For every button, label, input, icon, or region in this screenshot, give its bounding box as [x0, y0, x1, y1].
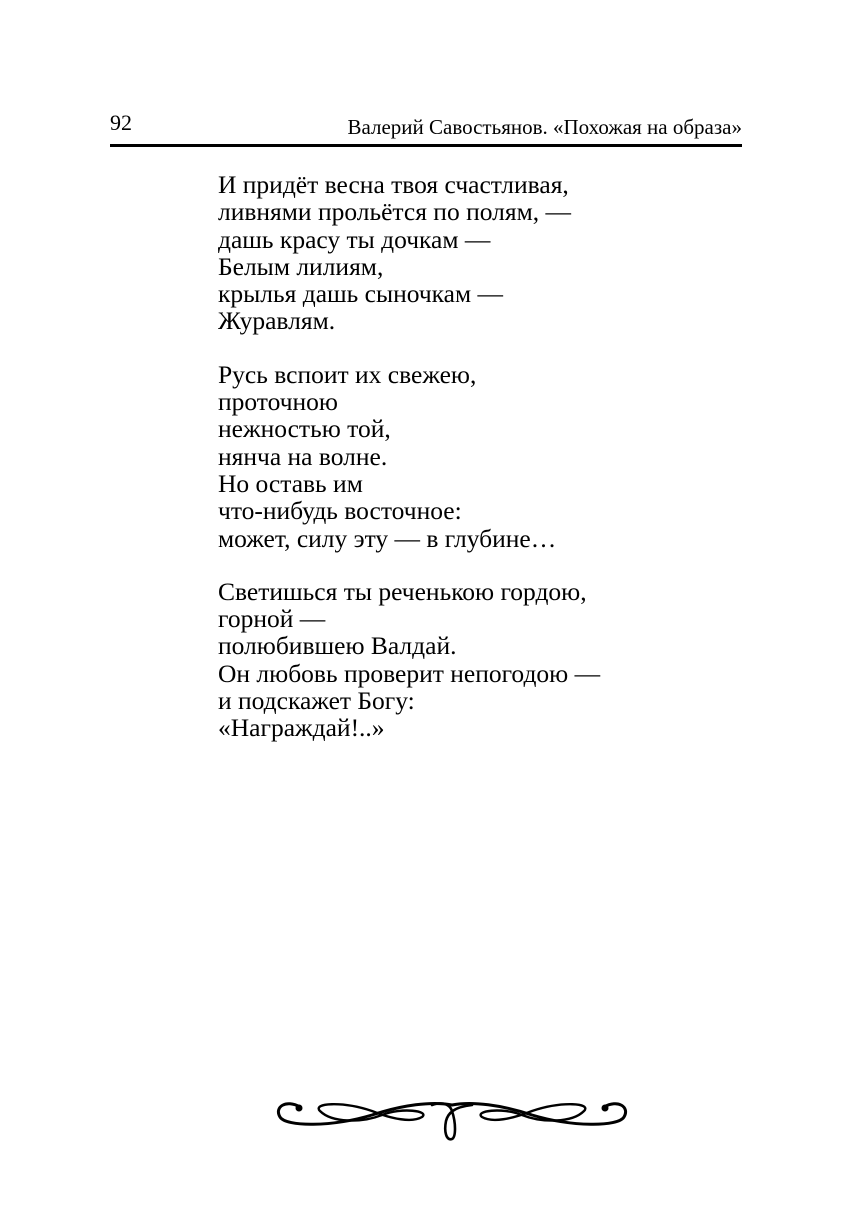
poem-line: проточною: [218, 387, 338, 417]
poem-line: «Награждай!..»: [218, 713, 385, 743]
page-number: 92: [110, 110, 132, 135]
header-rule: [110, 144, 742, 147]
poem-line: нежностью той,: [218, 414, 391, 444]
poem-line: горной —: [218, 604, 326, 634]
poem-line: Но оставь им: [218, 468, 363, 498]
poem-line: Русь вспоит их свежею,: [218, 359, 477, 389]
poem-line: Он любовь проверит непогодою —: [218, 658, 601, 688]
poem-line: И придёт весна твоя счастливая,: [218, 170, 569, 199]
running-title: Валерий Савостьянов. «Похожая на образа»: [347, 115, 742, 139]
poem-line: полюбившею Валдай.: [218, 631, 457, 661]
stanza-1: [218, 171, 600, 335]
stanza-2: [218, 361, 600, 552]
poem: [218, 171, 600, 768]
poem-line: и подскажет Богу:: [218, 686, 415, 716]
poem-line: может, силу эту — в глубине…: [218, 523, 557, 553]
poem-line: крылья дашь сыночкам —: [218, 279, 504, 309]
stanza-3: [218, 578, 600, 742]
poem-line: Журавлям.: [218, 306, 336, 336]
poem-line: что-нибудь восточное:: [218, 496, 462, 526]
poem-line: дашь красу ты дочкам —: [218, 224, 491, 254]
flourish-divider-icon: [272, 1093, 632, 1149]
poem-line: ливнями прольётся по полям, —: [218, 197, 571, 227]
poem-line: Светишься ты реченькою гордою,: [218, 576, 587, 606]
page-header: [110, 104, 742, 144]
poem-line: Белым лилиям,: [218, 251, 384, 281]
poem-line: нянча на волне.: [218, 441, 388, 471]
